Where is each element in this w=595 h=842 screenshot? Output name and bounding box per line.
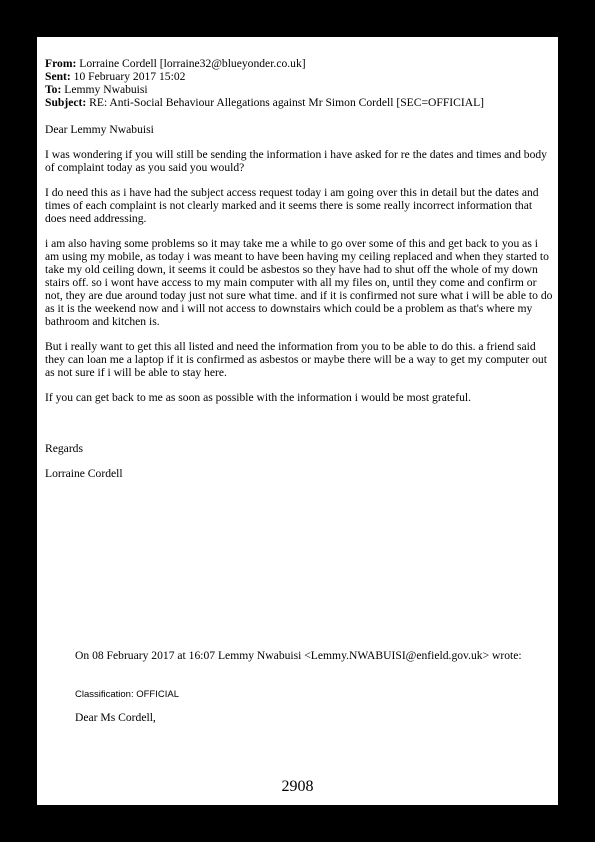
email-content	[45, 57, 553, 480]
body-paragraph-4: But i really want to get this all listed and need the information from you to be able to do this. a friend said they can loan me a laptop if it is confirmed as asbestos or maybe there will be a way to get my computer out as not sure if i will be able to stay here.	[45, 340, 547, 379]
from-label: From:	[45, 57, 77, 70]
from-value: Lorraine Cordell [lorraine32@blueyonder.co.uk]	[79, 57, 306, 70]
subject-line	[45, 96, 553, 109]
sent-line	[45, 70, 553, 83]
document-page	[37, 37, 558, 805]
greeting: Dear Lemmy Nwabuisi	[45, 123, 154, 136]
closing-regards: Regards	[45, 442, 83, 455]
subject-value: RE: Anti-Social Behaviour Allegations against Mr Simon Cordell [SEC=OFFICIAL]	[89, 96, 485, 109]
from-line	[45, 57, 553, 70]
body-paragraph-3: i am also having some problems so it may take me a while to go over some of this and get back to you as i am using my mobile, as today i was meant to have been having my ceiling replaced and when they started to take my old ceiling down, it seems it could be asbestos so they have had to shut off the whole of my down stairs off. so i wont have access to my main computer with all my files on, until they come and confirm or not, they are due around today just not sure what time. and if it is confirmed not sure what i will be able to do as it is the weekend now and i will not access to downstairs which could be a problem as that's where my bathroom and kitchen is.	[45, 237, 553, 328]
sent-value: 10 February 2017 15:02	[73, 70, 186, 83]
page-number: 2908	[281, 778, 314, 795]
quoted-intro: On 08 February 2017 at 16:07 Lemmy Nwabuisi <Lemmy.NWABUISI@enfield.gov.uk> wrote:	[75, 649, 522, 662]
body-paragraph-2: I do need this as i have had the subject access request today i am going over this in detail but the dates and times of each complaint is not clearly marked and it seems there is some really incorrect information that does need addressing.	[45, 186, 539, 225]
subject-label: Subject:	[45, 96, 87, 109]
to-line	[45, 83, 553, 96]
to-value: Lemmy Nwabuisi	[64, 83, 148, 96]
quoted-message	[75, 649, 535, 724]
sent-label: Sent:	[45, 70, 71, 83]
signature-name: Lorraine Cordell	[45, 467, 123, 480]
quoted-greeting: Dear Ms Cordell,	[75, 711, 156, 724]
to-label: To:	[45, 83, 62, 96]
body-paragraph-1: I was wondering if you will still be sending the information i have asked for re the dates and times and body of complaint today as you said you would?	[45, 148, 547, 174]
body-paragraph-5: If you can get back to me as soon as possible with the information i would be most grateful.	[45, 391, 471, 404]
classification-label: Classification: OFFICIAL	[75, 689, 179, 700]
